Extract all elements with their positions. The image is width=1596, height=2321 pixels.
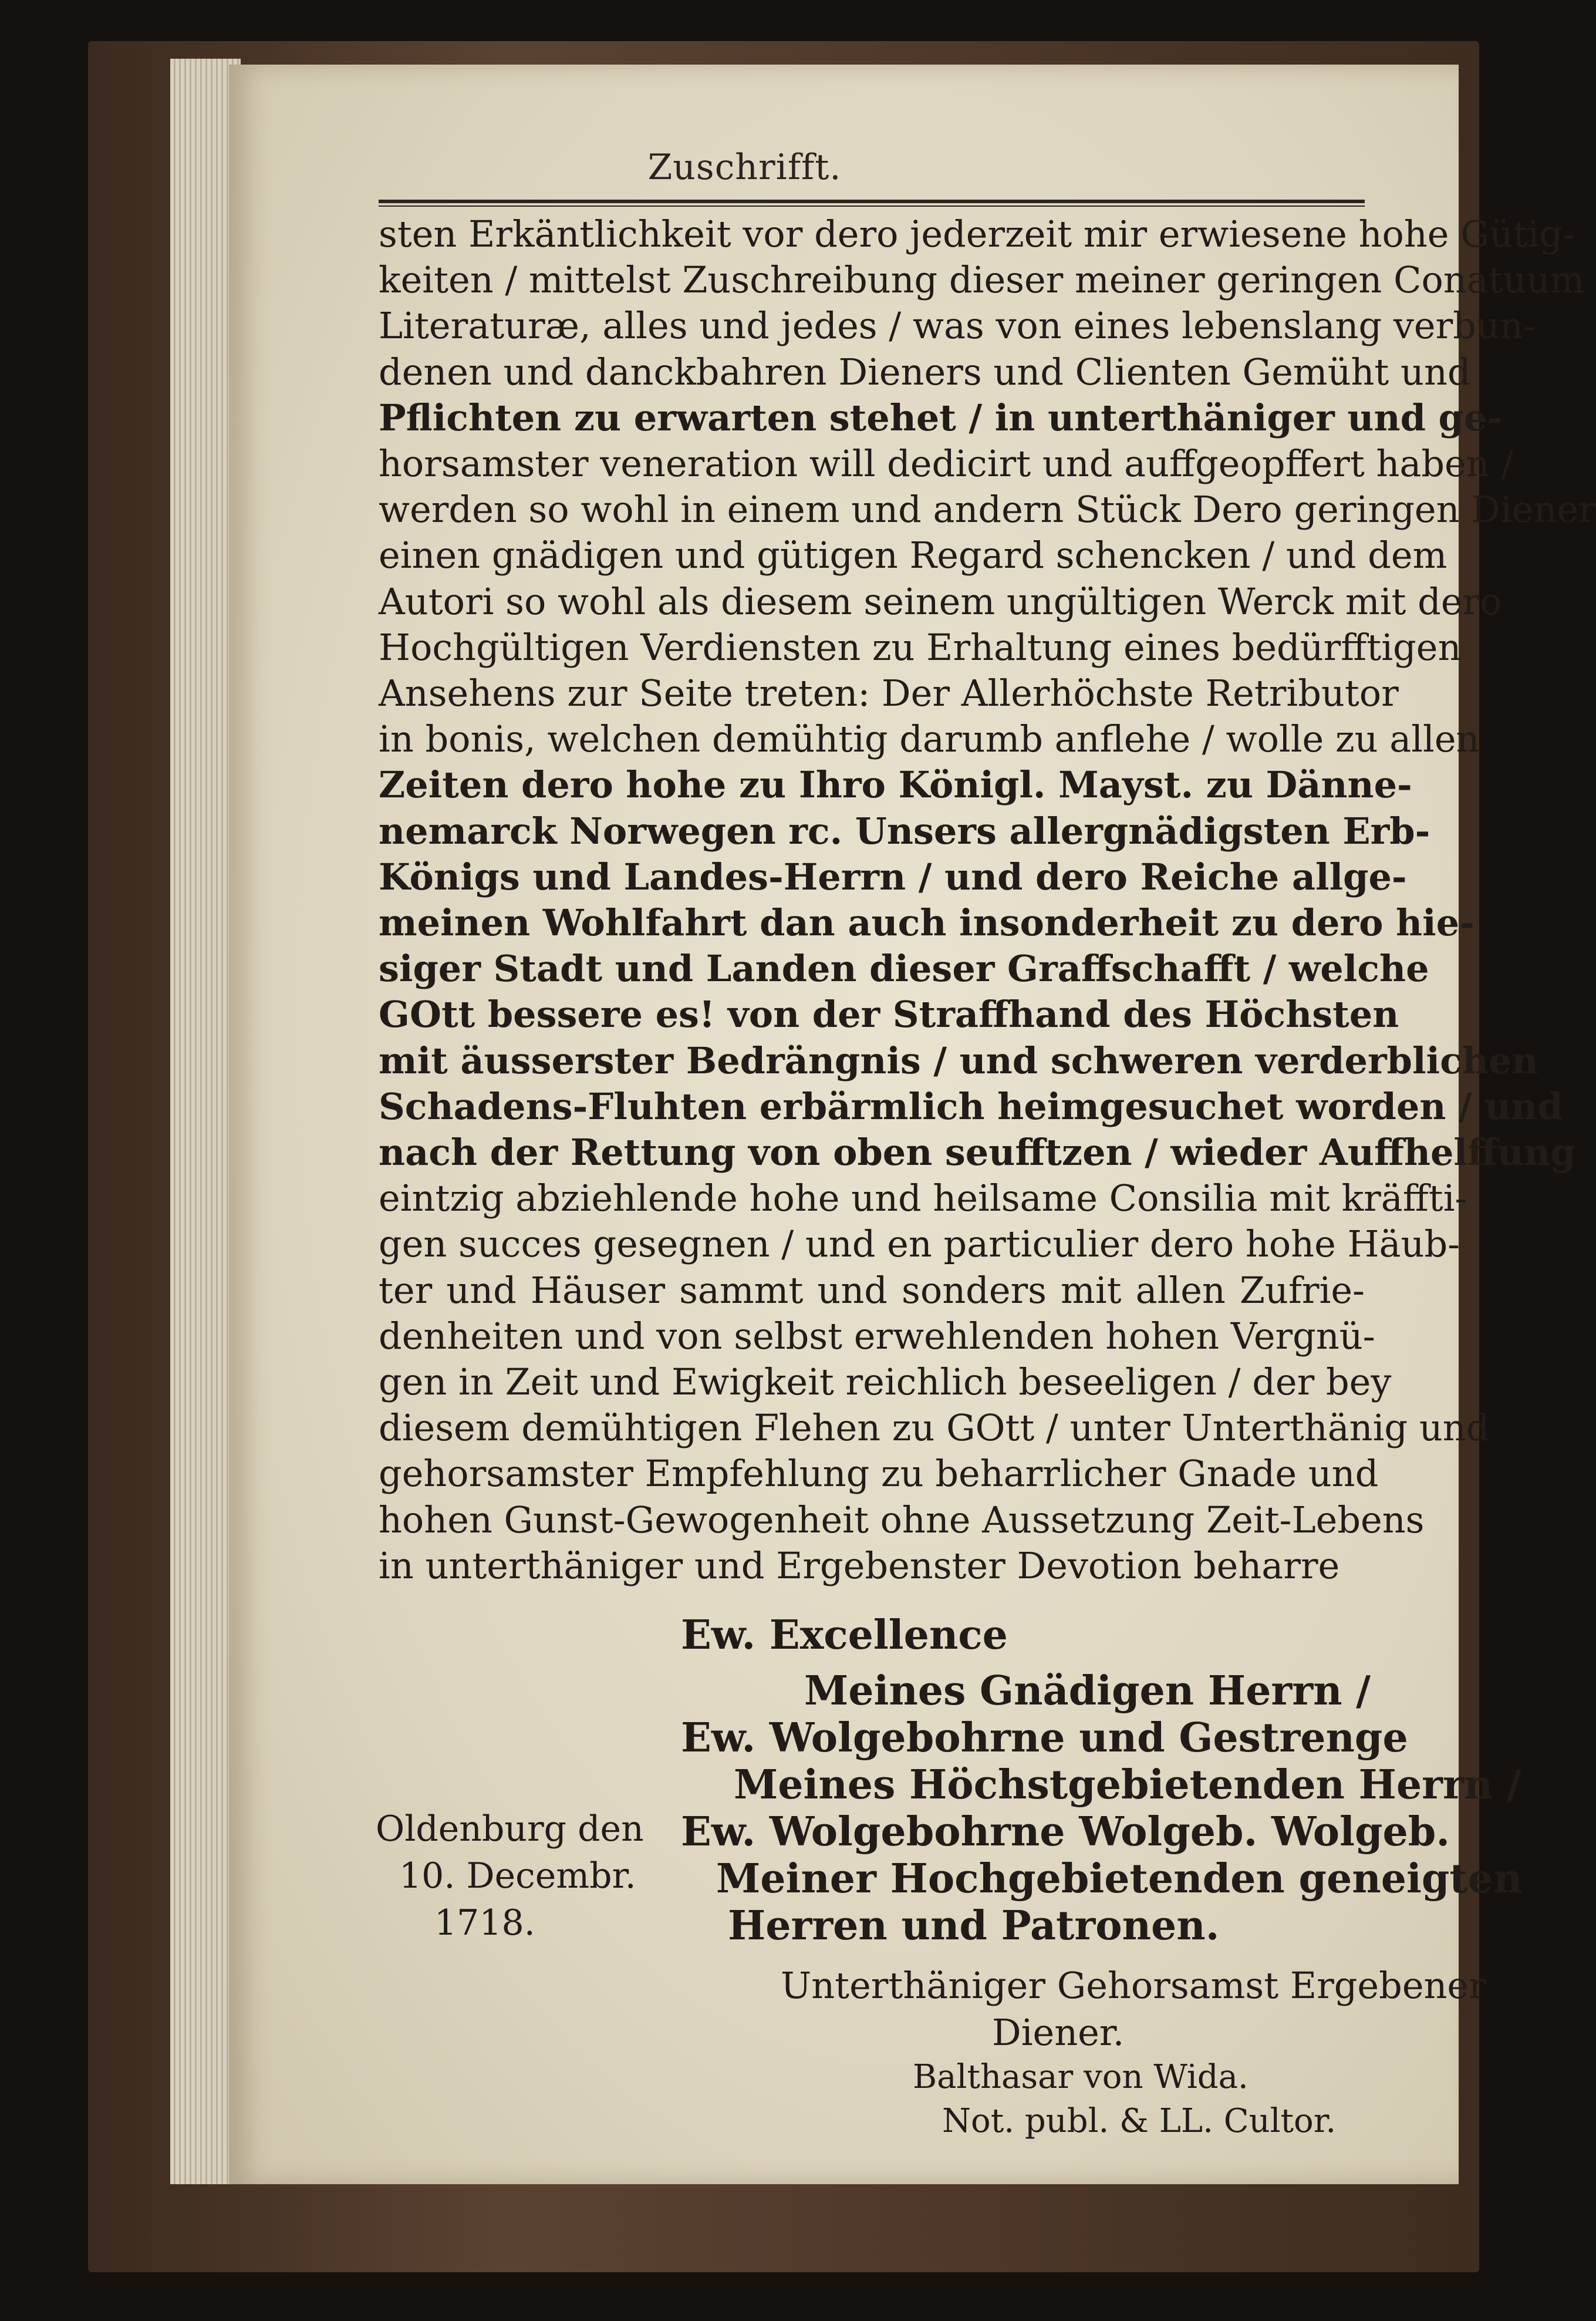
signatory-title: Not. publ. & LL. Cultor. bbox=[942, 2102, 1337, 2140]
text-line: Königs und Landes-Herrn / und dero Reiche allge- bbox=[379, 855, 1407, 898]
address-line: Meines Gnädigen Herrn / bbox=[804, 1668, 1371, 1714]
text-line: werden so wohl in einem und andern Stück Dero geringen Diener bbox=[379, 488, 1596, 531]
text-line: Ansehens zur Seite treten: Der Allerhöchste Retributor bbox=[379, 672, 1399, 715]
text-line: ter und Häuser sammt und sonders mit allen Zufrie- bbox=[379, 1268, 1365, 1312]
text-line: nemarck Norwegen rc. Unsers allergnädigsten Erb- bbox=[379, 809, 1430, 853]
text-line: sten Erkäntlichkeit vor dero jederzeit mir erwiesene hohe Gütig- bbox=[379, 213, 1575, 255]
text-line: gen succes gesegnen / und en particulier dero hohe Häub- bbox=[379, 1222, 1460, 1266]
address-line: Meiner Hochgebietenden geneigten bbox=[716, 1855, 1523, 1902]
text-line: nach der Rettung von oben seufftzen / wieder Auffhelffung bbox=[379, 1131, 1576, 1174]
text-line: denheiten und von selbst erwehlenden hohen Vergnü- bbox=[379, 1314, 1375, 1357]
signature-line: Diener. bbox=[992, 2011, 1125, 2054]
salutation-ew: Ew. Excellence bbox=[681, 1612, 1008, 1659]
address-line: Ew. Wolgebohrne Wolgeb. Wolgeb. bbox=[681, 1808, 1450, 1855]
closing-block bbox=[0, 1612, 1523, 2140]
text-line: Hochgültigen Verdiensten zu Erhaltung eines bedürfftigen bbox=[379, 625, 1462, 669]
text-line: meinen Wohlfahrt dan auch insonderheit zu dero hie- bbox=[379, 901, 1474, 945]
text-line: Schadens-Fluhten erbärmlich heimgesuchet worden / und bbox=[379, 1084, 1563, 1128]
text-line: hohen Gunst-Gewogenheit ohne Aussetzung Zeit-Lebens bbox=[379, 1498, 1425, 1541]
body-text bbox=[379, 211, 1596, 1589]
header-rule bbox=[379, 200, 1365, 207]
text-line: denen und danckbahren Dieners und Clienten Gemüht und bbox=[379, 350, 1471, 393]
text-line: siger Stadt und Landen dieser Graffschafft / welche bbox=[379, 947, 1429, 991]
signatory-name: Balthasar von Wida. bbox=[913, 2058, 1249, 2096]
text-line: eintzig abziehlende hohe und heilsame Consilia mit kräffti- bbox=[379, 1177, 1467, 1220]
text-line: gehorsamster Empfehlung zu beharrlicher Gnade und bbox=[379, 1452, 1379, 1495]
text-line: horsamster veneration will dedicirt und auffgeopffert haben / bbox=[379, 442, 1514, 486]
signature-line: Unterthäniger Gehorsamst Ergebener bbox=[781, 1964, 1486, 2007]
text-line: keiten / mittelst Zuschreibung dieser meiner geringen Conatuum bbox=[379, 258, 1585, 302]
running-title: Zuschrifft. bbox=[647, 147, 842, 188]
text-line: Pflichten zu erwarten stehet / in unterthäniger und ge- bbox=[379, 396, 1503, 439]
text-line: Autori so wohl als diesem seinem ungültigen Werck mit dero bbox=[379, 580, 1502, 623]
text-line: Literaturæ, alles und jedes / was von eines lebenslang verbun- bbox=[379, 304, 1536, 348]
text-line: in unterthäniger und Ergebenster Devotion beharre bbox=[379, 1544, 1340, 1587]
text-line: in bonis, welchen demühtig darumb anflehe / wolle zu allen bbox=[379, 717, 1480, 761]
date: 10. Decembr. bbox=[399, 1855, 636, 1896]
text-line: diesem demühtigen Flehen zu GOtt / unter Unterthänig und bbox=[379, 1406, 1490, 1450]
address-line: Meines Höchstgebietenden Herrn / bbox=[734, 1761, 1521, 1808]
text-line: einen gnädigen und gütigen Regard schencken / und dem bbox=[379, 534, 1447, 577]
text-line: GOtt bessere es! von der Straffhand des Höchsten bbox=[379, 993, 1399, 1036]
year: 1718. bbox=[434, 1902, 535, 1943]
address-line: Ew. Wolgebohrne und Gestrenge bbox=[681, 1714, 1408, 1761]
place: Oldenburg den bbox=[376, 1808, 644, 1850]
text-line: gen in Zeit und Ewigkeit reichlich beseeligen / der bey bbox=[379, 1360, 1392, 1404]
text-line: mit äusserster Bedrängnis / und schweren verderblichen bbox=[379, 1039, 1538, 1082]
address-line: Herren und Patronen. bbox=[728, 1902, 1220, 1949]
text-line: Zeiten dero hohe zu Ihro Königl. Mayst. zu Dänne- bbox=[379, 763, 1412, 807]
